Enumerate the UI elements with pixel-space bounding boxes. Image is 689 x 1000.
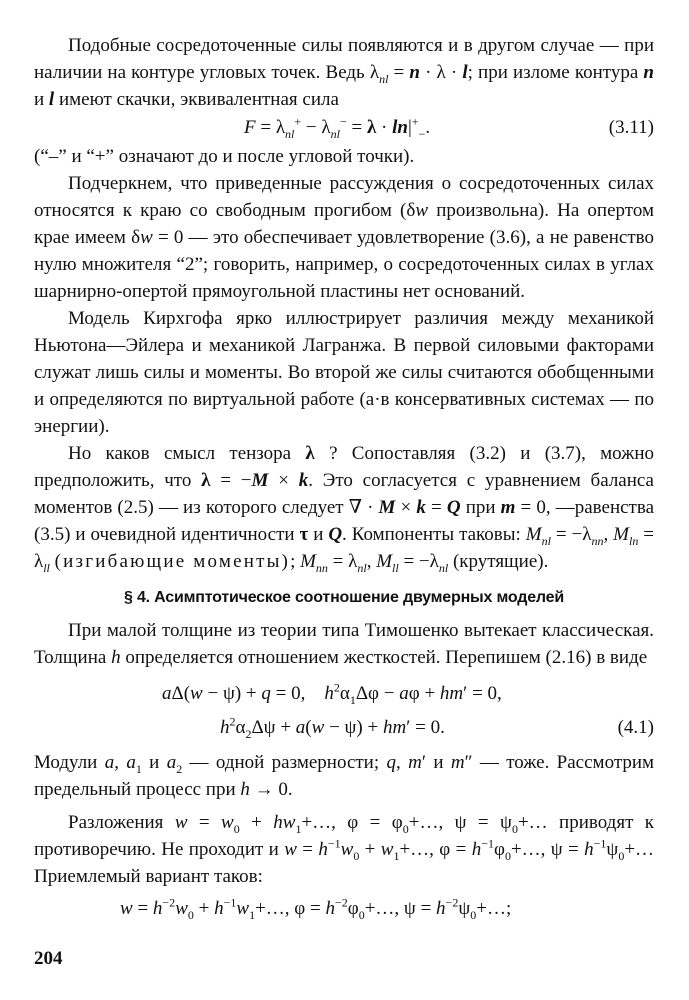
- paragraph-7: Разложения $w = w_0$ + $hw_1+\dots$, $\varphi = \varphi_0+\dots$, $\psi = \psi_0+\dots$ приводят к противоречию. Не проходит и $w = h^{-1}w_0$ + $w_1+\dots$, $\varphi = h^{-1}\varphi_0+\dots$, $\psi = h^{-1}\psi_0+\dots$ Приемлемый вариант таков:: [34, 812, 655, 887]
- equation-expansion: $w = h^{-2}w_0$ + $h^{-1}w_1+\dots$, $\varphi = h^{-2}\varphi_0+\dots$, $\psi = h^{-2}\psi_0+\dots$;: [120, 895, 512, 922]
- equation-4-1-line1: aΔ(w − ψ) + q = 0, $h^2\alpha_1\Delta\varphi - a\varphi + hm' = 0$,: [162, 680, 502, 707]
- paragraph-3: Модель Кирхгофа ярко иллюстрирует различия между механикой Ньютона—Эйлера и механикой Лагранжа. В первой силовыми факторами служат лишь силы и моменты. Во второй же силы считаются обобщенными и определяются по виртуальной работе (а·в консервативных системах — по энергии).: [34, 308, 654, 437]
- page-content: [34, 32, 654, 924]
- section-heading: § 4. Асимптотическое соотношение двумерных моделей: [124, 589, 564, 606]
- paragraph-2: Подчеркнем, что приведенные рассуждения о сосредоточенных силах относятся к краю со свободным прогибом (δw произвольна). На опертом крае имеем δw = 0 — это обеспечивает удовлетворение (3.6), а не равенство нулю множителя “2”; говорить, например, о сосредоточенных силах в углах шарнирно-опертой прямоугольной пластины нет оснований.: [34, 173, 654, 302]
- page-number: 204: [34, 948, 63, 969]
- equation-number: (4.1): [617, 717, 654, 738]
- equation-number: (3.11): [608, 117, 654, 138]
- paragraph-5: При малой толщине из теории типа Тимошенко вытекает классическая. Толщина h определяется отношением жесткостей. Перепишем (2.16) в виде: [34, 620, 654, 668]
- paragraph-1: Подобные сосредоточенные силы появляются и в другом случае — при наличии на контуре угловых точек. Ведь $\lambda_{nl} = n \cdot \lambda \cdot l$; при изломе контура n и l имеют скачки, эквивалентная сила: [34, 35, 654, 110]
- paragraph-4: Но каков смысл тензора λ ? Сопоставляя (3.2) и (3.7), можно предположить, что λ = −M × k. Это согласуется с уравнением баланса моментов (2.5) — из которого следует ∇ · M × k = Q при m = 0, —равенства (3.5) и очевидной идентичности τ и Q. Компоненты таковы: $M_{nl} = -\lambda_{nn}$, $M_{ln} = \lambda_{ll}$ (изгибающие моменты); $M_{nn} = \lambda_{nl}$, $M_{ll} = -\lambda_{nl}$ (крутящие).: [34, 443, 655, 575]
- equation-4-1-line2: $h^2\alpha_2\Delta\psi + a(w - \psi) + hm' = 0$. (4.1): [34, 713, 654, 743]
- paragraph-6: Модули a, $a_1$ и $a_2$ — одной размерности; q, m′ и m″ — тоже. Рассмотрим предельный процесс при h → 0.: [34, 752, 655, 800]
- equation-3-11: $F = \lambda_{nl}^+ - \lambda_{nl}^- = \lambda \cdot \ln|^+_-$. (3.11): [34, 113, 654, 143]
- paragraph-1b: (“–” и “+” означают до и после угловой точки).: [34, 146, 415, 167]
